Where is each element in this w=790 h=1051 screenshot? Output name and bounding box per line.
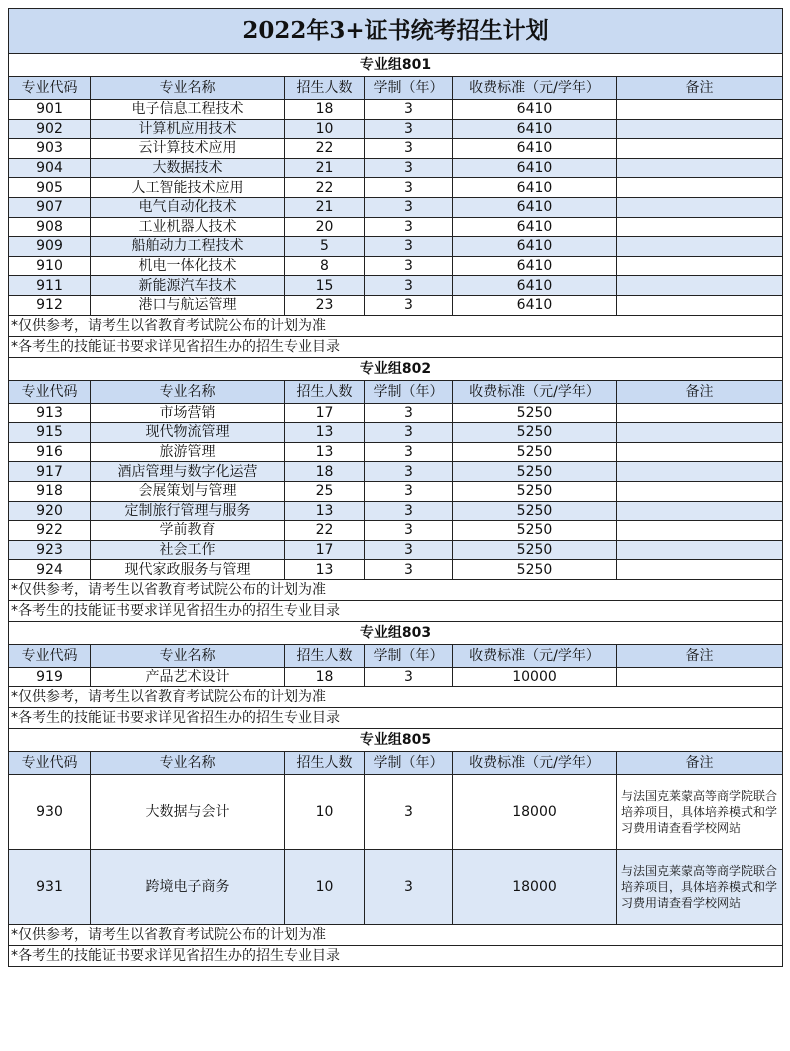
table-cell: 3	[365, 442, 453, 462]
table-cell	[617, 217, 783, 237]
table-cell: 920	[9, 501, 91, 521]
table-cell	[617, 462, 783, 482]
admission-plan-table	[8, 8, 783, 967]
table-cell: 15	[285, 276, 365, 296]
table-cell: 3	[365, 775, 453, 850]
table-cell: 13	[285, 501, 365, 521]
table-cell: 市场营销	[91, 403, 285, 423]
table-row	[9, 521, 783, 541]
table-cell	[617, 295, 783, 315]
group-row	[9, 729, 783, 752]
table-row	[9, 667, 783, 687]
table-cell: 25	[285, 481, 365, 501]
table-cell	[617, 237, 783, 257]
table-row	[9, 276, 783, 296]
table-cell: 905	[9, 178, 91, 198]
table-cell: 20	[285, 217, 365, 237]
table-cell	[617, 403, 783, 423]
table-cell: 6410	[453, 237, 617, 257]
table-cell	[617, 481, 783, 501]
note-text: *各考生的技能证书要求详见省招生办的招生专业目录	[9, 946, 783, 967]
table-row	[9, 139, 783, 159]
note-row	[9, 687, 783, 708]
table-row	[9, 442, 783, 462]
table-cell: 3	[365, 560, 453, 580]
table-cell: 3	[365, 667, 453, 687]
table-cell: 6410	[453, 178, 617, 198]
table-cell: 电气自动化技术	[91, 197, 285, 217]
table-cell: 903	[9, 139, 91, 159]
table-row	[9, 501, 783, 521]
note-row	[9, 579, 783, 600]
table-cell	[617, 139, 783, 159]
table-cell: 3	[365, 158, 453, 178]
column-header: 招生人数	[285, 752, 365, 775]
table-cell	[617, 442, 783, 462]
table-cell: 现代家政服务与管理	[91, 560, 285, 580]
table-cell: 6410	[453, 256, 617, 276]
table-cell	[617, 100, 783, 120]
table-cell: 3	[365, 501, 453, 521]
table-cell: 904	[9, 158, 91, 178]
group-name: 专业组801	[9, 54, 783, 77]
table-cell: 3	[365, 256, 453, 276]
note-row	[9, 925, 783, 946]
group-name: 专业组802	[9, 357, 783, 380]
table-cell: 与法国克莱蒙高等商学院联合培养项目，具体培养模式和学习费用请查看学校网站	[617, 775, 783, 850]
table-cell: 13	[285, 423, 365, 443]
table-cell: 3	[365, 481, 453, 501]
table-cell: 6410	[453, 139, 617, 159]
table-cell: 916	[9, 442, 91, 462]
table-cell: 计算机应用技术	[91, 119, 285, 139]
table-cell: 918	[9, 481, 91, 501]
group-name: 专业组803	[9, 621, 783, 644]
group-row	[9, 357, 783, 380]
table-row	[9, 403, 783, 423]
table-cell: 5250	[453, 462, 617, 482]
column-header: 专业名称	[91, 752, 285, 775]
table-row	[9, 462, 783, 482]
table-cell: 3	[365, 295, 453, 315]
table-cell: 5250	[453, 423, 617, 443]
table-row	[9, 850, 783, 925]
column-header: 专业名称	[91, 380, 285, 403]
table-row	[9, 423, 783, 443]
table-cell: 大数据技术	[91, 158, 285, 178]
group-row	[9, 621, 783, 644]
table-cell	[617, 158, 783, 178]
title-row	[9, 9, 783, 54]
table-cell: 3	[365, 178, 453, 198]
table-cell: 云计算技术应用	[91, 139, 285, 159]
table-cell: 产品艺术设计	[91, 667, 285, 687]
table-cell: 21	[285, 197, 365, 217]
table-cell: 跨境电子商务	[91, 850, 285, 925]
table-cell: 3	[365, 139, 453, 159]
column-header: 学制（年）	[365, 77, 453, 100]
table-cell: 10000	[453, 667, 617, 687]
table-row	[9, 178, 783, 198]
table-cell: 10	[285, 850, 365, 925]
table-cell: 3	[365, 403, 453, 423]
column-header: 收费标准（元/学年）	[453, 77, 617, 100]
table-cell: 3	[365, 850, 453, 925]
table-cell: 22	[285, 139, 365, 159]
table-cell: 学前教育	[91, 521, 285, 541]
table-cell: 3	[365, 462, 453, 482]
note-text: *仅供参考，请考生以省教育考试院公布的计划为准	[9, 687, 783, 708]
table-cell: 机电一体化技术	[91, 256, 285, 276]
table-cell: 915	[9, 423, 91, 443]
table-cell: 930	[9, 775, 91, 850]
table-cell: 18000	[453, 850, 617, 925]
table-cell: 新能源汽车技术	[91, 276, 285, 296]
table-cell: 17	[285, 540, 365, 560]
column-header: 招生人数	[285, 77, 365, 100]
table-cell: 电子信息工程技术	[91, 100, 285, 120]
table-cell: 18000	[453, 775, 617, 850]
table-cell: 6410	[453, 119, 617, 139]
column-header: 招生人数	[285, 644, 365, 667]
table-row	[9, 540, 783, 560]
table-cell: 5	[285, 237, 365, 257]
group-name: 专业组805	[9, 729, 783, 752]
column-header: 专业代码	[9, 77, 91, 100]
table-cell: 901	[9, 100, 91, 120]
table-cell: 6410	[453, 217, 617, 237]
table-cell: 6410	[453, 197, 617, 217]
table-row	[9, 100, 783, 120]
table-cell: 酒店管理与数字化运营	[91, 462, 285, 482]
note-text: *各考生的技能证书要求详见省招生办的招生专业目录	[9, 336, 783, 357]
table-row	[9, 158, 783, 178]
table-cell: 22	[285, 178, 365, 198]
table-cell: 912	[9, 295, 91, 315]
note-row	[9, 600, 783, 621]
table-cell: 定制旅行管理与服务	[91, 501, 285, 521]
table-cell: 社会工作	[91, 540, 285, 560]
column-header: 专业代码	[9, 752, 91, 775]
column-header: 学制（年）	[365, 380, 453, 403]
table-cell	[617, 276, 783, 296]
column-header: 备注	[617, 380, 783, 403]
header-row	[9, 752, 783, 775]
table-cell: 907	[9, 197, 91, 217]
group-row	[9, 54, 783, 77]
table-cell: 大数据与会计	[91, 775, 285, 850]
table-cell: 3	[365, 237, 453, 257]
table-cell: 与法国克莱蒙高等商学院联合培养项目，具体培养模式和学习费用请查看学校网站	[617, 850, 783, 925]
page-title: 2022年3+证书统考招生计划	[9, 9, 783, 54]
table-cell: 工业机器人技术	[91, 217, 285, 237]
column-header: 学制（年）	[365, 752, 453, 775]
table-cell: 10	[285, 775, 365, 850]
table-cell	[617, 540, 783, 560]
table-cell: 911	[9, 276, 91, 296]
table-row	[9, 197, 783, 217]
table-cell: 908	[9, 217, 91, 237]
table-cell: 18	[285, 462, 365, 482]
column-header: 备注	[617, 752, 783, 775]
table-cell: 6410	[453, 276, 617, 296]
table-cell: 3	[365, 540, 453, 560]
table-cell: 922	[9, 521, 91, 541]
table-cell: 8	[285, 256, 365, 276]
table-cell: 5250	[453, 481, 617, 501]
column-header: 收费标准（元/学年）	[453, 380, 617, 403]
note-row	[9, 708, 783, 729]
column-header: 收费标准（元/学年）	[453, 644, 617, 667]
header-row	[9, 644, 783, 667]
table-cell: 3	[365, 119, 453, 139]
table-cell: 港口与航运管理	[91, 295, 285, 315]
table-cell	[617, 423, 783, 443]
column-header: 收费标准（元/学年）	[453, 752, 617, 775]
table-cell: 6410	[453, 100, 617, 120]
table-cell: 船舶动力工程技术	[91, 237, 285, 257]
table-cell	[617, 197, 783, 217]
table-row	[9, 295, 783, 315]
table-cell: 5250	[453, 403, 617, 423]
table-cell: 18	[285, 667, 365, 687]
table-cell: 21	[285, 158, 365, 178]
note-text: *仅供参考，请考生以省教育考试院公布的计划为准	[9, 579, 783, 600]
column-header: 专业名称	[91, 77, 285, 100]
header-row	[9, 380, 783, 403]
table-cell: 18	[285, 100, 365, 120]
table-cell	[617, 501, 783, 521]
column-header: 专业名称	[91, 644, 285, 667]
table-cell: 13	[285, 442, 365, 462]
table-cell	[617, 667, 783, 687]
table-cell: 919	[9, 667, 91, 687]
table-cell: 3	[365, 423, 453, 443]
table-cell: 5250	[453, 540, 617, 560]
table-cell: 910	[9, 256, 91, 276]
table-row	[9, 119, 783, 139]
column-header: 专业代码	[9, 380, 91, 403]
table-cell: 3	[365, 276, 453, 296]
table-row	[9, 217, 783, 237]
table-cell: 5250	[453, 560, 617, 580]
table-row	[9, 775, 783, 850]
column-header: 备注	[617, 77, 783, 100]
note-text: *仅供参考，请考生以省教育考试院公布的计划为准	[9, 925, 783, 946]
note-row	[9, 946, 783, 967]
table-cell: 6410	[453, 158, 617, 178]
table-cell	[617, 119, 783, 139]
table-cell	[617, 560, 783, 580]
table-cell: 人工智能技术应用	[91, 178, 285, 198]
table-cell: 10	[285, 119, 365, 139]
table-cell: 现代物流管理	[91, 423, 285, 443]
table-row	[9, 481, 783, 501]
note-row	[9, 315, 783, 336]
table-cell	[617, 521, 783, 541]
table-cell: 3	[365, 197, 453, 217]
table-cell: 3	[365, 217, 453, 237]
table-cell: 5250	[453, 442, 617, 462]
note-text: *各考生的技能证书要求详见省招生办的招生专业目录	[9, 600, 783, 621]
table-cell: 17	[285, 403, 365, 423]
table-cell: 13	[285, 560, 365, 580]
note-row	[9, 336, 783, 357]
table-row	[9, 237, 783, 257]
table-cell: 913	[9, 403, 91, 423]
note-text: *各考生的技能证书要求详见省招生办的招生专业目录	[9, 708, 783, 729]
table-cell: 23	[285, 295, 365, 315]
table-cell: 5250	[453, 521, 617, 541]
table-cell: 3	[365, 100, 453, 120]
table-cell: 924	[9, 560, 91, 580]
table-cell: 22	[285, 521, 365, 541]
table-cell: 5250	[453, 501, 617, 521]
table-cell: 3	[365, 521, 453, 541]
column-header: 备注	[617, 644, 783, 667]
table-row	[9, 560, 783, 580]
table-cell: 旅游管理	[91, 442, 285, 462]
table-cell: 931	[9, 850, 91, 925]
table-cell	[617, 256, 783, 276]
column-header: 学制（年）	[365, 644, 453, 667]
table-cell: 909	[9, 237, 91, 257]
table-cell	[617, 178, 783, 198]
table-row	[9, 256, 783, 276]
header-row	[9, 77, 783, 100]
note-text: *仅供参考，请考生以省教育考试院公布的计划为准	[9, 315, 783, 336]
table-cell: 6410	[453, 295, 617, 315]
table-cell: 902	[9, 119, 91, 139]
table-cell: 917	[9, 462, 91, 482]
column-header: 专业代码	[9, 644, 91, 667]
table-cell: 会展策划与管理	[91, 481, 285, 501]
column-header: 招生人数	[285, 380, 365, 403]
table-cell: 923	[9, 540, 91, 560]
